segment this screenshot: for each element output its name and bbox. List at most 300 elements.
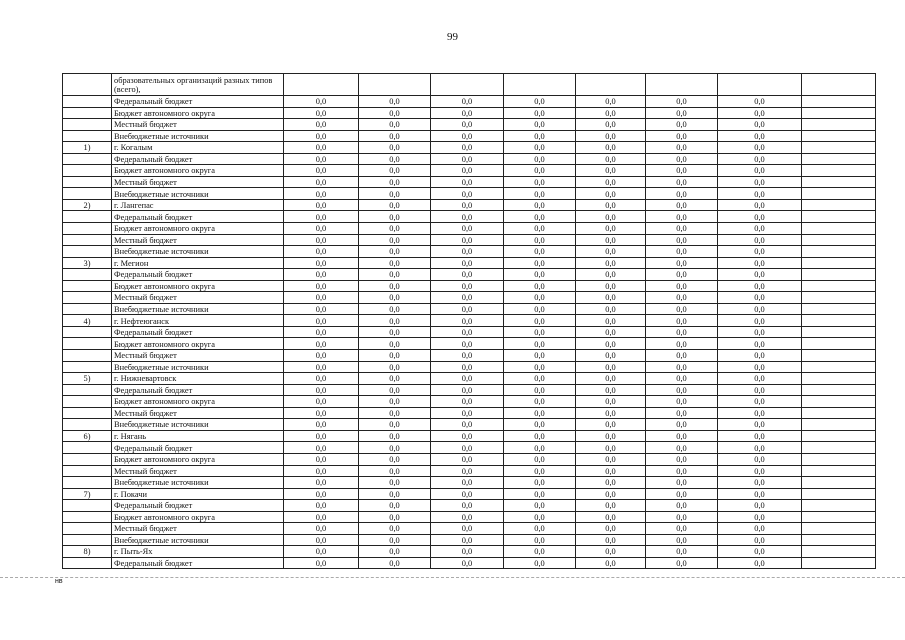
value-cell: 0,0 (359, 361, 431, 373)
value-cell: 0,0 (284, 246, 359, 258)
row-label-cell: Местный бюджет (112, 119, 284, 131)
value-cell: 0,0 (504, 142, 576, 154)
value-cell: 0,0 (284, 546, 359, 558)
value-cell (504, 74, 576, 96)
value-cell: 0,0 (504, 511, 576, 523)
empty-cell (802, 557, 876, 569)
value-cell: 0,0 (431, 338, 504, 350)
value-cell: 0,0 (284, 430, 359, 442)
value-cell: 0,0 (284, 303, 359, 315)
row-label-cell: Бюджет автономного округа (112, 338, 284, 350)
value-cell: 0,0 (646, 292, 718, 304)
value-cell: 0,0 (504, 546, 576, 558)
row-label-cell: Местный бюджет (112, 176, 284, 188)
value-cell: 0,0 (576, 384, 646, 396)
value-cell: 0,0 (504, 303, 576, 315)
row-number-cell (63, 442, 112, 454)
value-cell: 0,0 (359, 500, 431, 512)
value-cell: 0,0 (718, 280, 802, 292)
empty-cell (802, 546, 876, 558)
table-row (63, 292, 876, 304)
value-cell: 0,0 (359, 280, 431, 292)
empty-cell (802, 488, 876, 500)
value-cell: 0,0 (646, 223, 718, 235)
row-label-cell: Федеральный бюджет (112, 557, 284, 569)
value-cell: 0,0 (576, 96, 646, 108)
value-cell: 0,0 (431, 326, 504, 338)
table-row (63, 257, 876, 269)
empty-cell (802, 188, 876, 200)
value-cell: 0,0 (576, 350, 646, 362)
value-cell: 0,0 (431, 257, 504, 269)
empty-cell (802, 326, 876, 338)
empty-cell (802, 211, 876, 223)
value-cell: 0,0 (576, 223, 646, 235)
row-label-cell: г. Нижневартовск (112, 373, 284, 385)
empty-cell (802, 153, 876, 165)
value-cell: 0,0 (718, 96, 802, 108)
row-number-cell (63, 396, 112, 408)
table-row (63, 361, 876, 373)
row-number-cell (63, 384, 112, 396)
value-cell: 0,0 (576, 303, 646, 315)
value-cell: 0,0 (576, 176, 646, 188)
empty-cell (802, 130, 876, 142)
row-number-cell (63, 234, 112, 246)
value-cell: 0,0 (431, 534, 504, 546)
budget-table (62, 73, 876, 569)
value-cell: 0,0 (718, 557, 802, 569)
value-cell: 0,0 (359, 373, 431, 385)
value-cell: 0,0 (646, 246, 718, 258)
value-cell: 0,0 (359, 546, 431, 558)
value-cell: 0,0 (504, 188, 576, 200)
table-row (63, 338, 876, 350)
empty-cell (802, 119, 876, 131)
value-cell: 0,0 (718, 142, 802, 154)
value-cell: 0,0 (359, 223, 431, 235)
value-cell: 0,0 (718, 130, 802, 142)
empty-cell (802, 523, 876, 535)
row-number-cell (63, 269, 112, 281)
table-row (63, 269, 876, 281)
value-cell: 0,0 (718, 326, 802, 338)
value-cell: 0,0 (284, 223, 359, 235)
value-cell: 0,0 (576, 430, 646, 442)
value-cell: 0,0 (359, 211, 431, 223)
row-label-cell: г. Лангепас (112, 199, 284, 211)
value-cell: 0,0 (359, 442, 431, 454)
row-number-cell: 6) (63, 430, 112, 442)
value-cell: 0,0 (284, 442, 359, 454)
row-number-cell (63, 280, 112, 292)
value-cell: 0,0 (431, 361, 504, 373)
value-cell: 0,0 (646, 557, 718, 569)
empty-cell (802, 465, 876, 477)
value-cell: 0,0 (284, 477, 359, 489)
row-label-cell: Внебюджетные источники (112, 246, 284, 258)
value-cell: 0,0 (504, 130, 576, 142)
table-row (63, 326, 876, 338)
value-cell: 0,0 (576, 142, 646, 154)
value-cell: 0,0 (576, 534, 646, 546)
value-cell: 0,0 (359, 511, 431, 523)
value-cell: 0,0 (504, 211, 576, 223)
value-cell: 0,0 (284, 280, 359, 292)
value-cell: 0,0 (646, 488, 718, 500)
value-cell: 0,0 (431, 407, 504, 419)
value-cell: 0,0 (431, 396, 504, 408)
value-cell: 0,0 (646, 130, 718, 142)
value-cell: 0,0 (504, 373, 576, 385)
row-label-cell: г. Нефтеюганск (112, 315, 284, 327)
value-cell: 0,0 (718, 107, 802, 119)
empty-cell (802, 373, 876, 385)
value-cell: 0,0 (284, 269, 359, 281)
empty-cell (802, 511, 876, 523)
value-cell: 0,0 (718, 511, 802, 523)
row-number-cell (63, 176, 112, 188)
row-number-cell: 3) (63, 257, 112, 269)
page-number: 99 (447, 31, 458, 43)
value-cell: 0,0 (431, 453, 504, 465)
footer-rule (0, 577, 905, 578)
table-row (63, 199, 876, 211)
value-cell: 0,0 (359, 338, 431, 350)
value-cell: 0,0 (718, 303, 802, 315)
table-row (63, 500, 876, 512)
row-number-cell (63, 477, 112, 489)
table-row (63, 223, 876, 235)
value-cell: 0,0 (646, 234, 718, 246)
value-cell: 0,0 (359, 350, 431, 362)
value-cell: 0,0 (359, 96, 431, 108)
value-cell: 0,0 (646, 523, 718, 535)
value-cell: 0,0 (359, 315, 431, 327)
value-cell: 0,0 (646, 211, 718, 223)
row-number-cell (63, 523, 112, 535)
table-row (63, 74, 876, 96)
value-cell: 0,0 (718, 373, 802, 385)
footer-mark: нв (55, 578, 63, 585)
value-cell: 0,0 (504, 246, 576, 258)
row-label-cell: Бюджет автономного округа (112, 107, 284, 119)
value-cell: 0,0 (359, 407, 431, 419)
value-cell: 0,0 (431, 246, 504, 258)
value-cell: 0,0 (359, 234, 431, 246)
value-cell: 0,0 (284, 165, 359, 177)
empty-cell (802, 384, 876, 396)
row-label-cell: Федеральный бюджет (112, 269, 284, 281)
value-cell: 0,0 (576, 153, 646, 165)
table-row (63, 165, 876, 177)
value-cell: 0,0 (646, 477, 718, 489)
value-cell: 0,0 (718, 361, 802, 373)
value-cell: 0,0 (576, 419, 646, 431)
value-cell: 0,0 (718, 257, 802, 269)
value-cell: 0,0 (504, 361, 576, 373)
value-cell: 0,0 (576, 188, 646, 200)
value-cell (284, 74, 359, 96)
table-row (63, 442, 876, 454)
value-cell: 0,0 (718, 165, 802, 177)
value-cell: 0,0 (284, 130, 359, 142)
table-row (63, 557, 876, 569)
table-row (63, 477, 876, 489)
value-cell: 0,0 (718, 384, 802, 396)
value-cell: 0,0 (576, 257, 646, 269)
value-cell: 0,0 (431, 292, 504, 304)
value-cell: 0,0 (431, 130, 504, 142)
table-row (63, 534, 876, 546)
value-cell: 0,0 (504, 523, 576, 535)
value-cell: 0,0 (646, 361, 718, 373)
value-cell: 0,0 (576, 453, 646, 465)
table-row (63, 303, 876, 315)
value-cell: 0,0 (576, 199, 646, 211)
value-cell: 0,0 (504, 338, 576, 350)
value-cell: 0,0 (646, 280, 718, 292)
row-label-cell: Федеральный бюджет (112, 326, 284, 338)
value-cell: 0,0 (359, 488, 431, 500)
table-row (63, 153, 876, 165)
value-cell: 0,0 (504, 453, 576, 465)
row-number-cell: 1) (63, 142, 112, 154)
value-cell: 0,0 (718, 188, 802, 200)
value-cell: 0,0 (431, 523, 504, 535)
value-cell: 0,0 (646, 546, 718, 558)
value-cell: 0,0 (359, 465, 431, 477)
row-label-cell: Внебюджетные источники (112, 303, 284, 315)
row-label-cell: Бюджет автономного округа (112, 511, 284, 523)
value-cell: 0,0 (359, 430, 431, 442)
value-cell: 0,0 (576, 130, 646, 142)
table-row (63, 246, 876, 258)
value-cell: 0,0 (646, 257, 718, 269)
row-number-cell (63, 107, 112, 119)
value-cell: 0,0 (576, 315, 646, 327)
row-number-cell (63, 165, 112, 177)
row-label-cell: Местный бюджет (112, 523, 284, 535)
row-label-cell: Внебюджетные источники (112, 419, 284, 431)
value-cell: 0,0 (284, 315, 359, 327)
row-label-cell: Бюджет автономного округа (112, 280, 284, 292)
table-row (63, 176, 876, 188)
value-cell: 0,0 (718, 419, 802, 431)
row-label-cell: Федеральный бюджет (112, 96, 284, 108)
empty-cell (802, 407, 876, 419)
value-cell: 0,0 (646, 373, 718, 385)
value-cell: 0,0 (504, 315, 576, 327)
value-cell: 0,0 (284, 407, 359, 419)
row-number-cell: 5) (63, 373, 112, 385)
value-cell: 0,0 (284, 511, 359, 523)
value-cell: 0,0 (504, 280, 576, 292)
value-cell: 0,0 (284, 488, 359, 500)
row-number-cell (63, 188, 112, 200)
value-cell (359, 74, 431, 96)
value-cell: 0,0 (576, 407, 646, 419)
value-cell: 0,0 (504, 465, 576, 477)
empty-cell (802, 396, 876, 408)
value-cell: 0,0 (576, 292, 646, 304)
value-cell: 0,0 (646, 396, 718, 408)
row-label-cell: Внебюджетные источники (112, 130, 284, 142)
row-label-cell: Бюджет автономного округа (112, 396, 284, 408)
value-cell: 0,0 (284, 292, 359, 304)
value-cell: 0,0 (359, 246, 431, 258)
table-body (63, 74, 876, 569)
value-cell: 0,0 (646, 188, 718, 200)
table-row (63, 211, 876, 223)
value-cell: 0,0 (576, 280, 646, 292)
value-cell: 0,0 (284, 338, 359, 350)
value-cell: 0,0 (646, 407, 718, 419)
value-cell: 0,0 (431, 176, 504, 188)
value-cell: 0,0 (431, 165, 504, 177)
value-cell: 0,0 (576, 373, 646, 385)
value-cell: 0,0 (504, 269, 576, 281)
empty-cell (802, 534, 876, 546)
value-cell: 0,0 (718, 534, 802, 546)
table-row (63, 407, 876, 419)
value-cell: 0,0 (431, 142, 504, 154)
value-cell: 0,0 (646, 430, 718, 442)
empty-cell (802, 223, 876, 235)
row-number-cell (63, 74, 112, 96)
value-cell: 0,0 (646, 315, 718, 327)
value-cell: 0,0 (646, 303, 718, 315)
row-label-cell: Местный бюджет (112, 350, 284, 362)
row-label-cell: г. Когалым (112, 142, 284, 154)
table-row (63, 430, 876, 442)
value-cell: 0,0 (284, 419, 359, 431)
value-cell: 0,0 (431, 119, 504, 131)
value-cell: 0,0 (359, 269, 431, 281)
value-cell: 0,0 (504, 488, 576, 500)
value-cell: 0,0 (359, 384, 431, 396)
value-cell: 0,0 (359, 153, 431, 165)
value-cell (576, 74, 646, 96)
value-cell: 0,0 (431, 373, 504, 385)
value-cell: 0,0 (718, 338, 802, 350)
row-number-cell (63, 407, 112, 419)
table-row (63, 350, 876, 362)
table-row (63, 465, 876, 477)
row-label-cell: образовательных организаций разных типов (всего), (112, 74, 284, 96)
value-cell: 0,0 (646, 350, 718, 362)
value-cell: 0,0 (576, 557, 646, 569)
value-cell: 0,0 (718, 465, 802, 477)
value-cell: 0,0 (646, 119, 718, 131)
row-number-cell: 2) (63, 199, 112, 211)
empty-cell (802, 257, 876, 269)
value-cell: 0,0 (646, 419, 718, 431)
value-cell: 0,0 (359, 557, 431, 569)
value-cell: 0,0 (718, 315, 802, 327)
row-label-cell: Федеральный бюджет (112, 442, 284, 454)
empty-cell (802, 303, 876, 315)
value-cell: 0,0 (284, 523, 359, 535)
empty-cell (802, 361, 876, 373)
empty-cell (802, 500, 876, 512)
value-cell: 0,0 (576, 211, 646, 223)
value-cell: 0,0 (504, 419, 576, 431)
value-cell: 0,0 (576, 269, 646, 281)
row-label-cell: г. Мегион (112, 257, 284, 269)
value-cell: 0,0 (718, 199, 802, 211)
value-cell: 0,0 (504, 557, 576, 569)
value-cell: 0,0 (646, 534, 718, 546)
value-cell: 0,0 (576, 500, 646, 512)
value-cell: 0,0 (431, 153, 504, 165)
value-cell: 0,0 (504, 442, 576, 454)
value-cell: 0,0 (504, 107, 576, 119)
value-cell: 0,0 (284, 557, 359, 569)
row-number-cell (63, 557, 112, 569)
value-cell: 0,0 (718, 234, 802, 246)
empty-cell (802, 477, 876, 489)
row-label-cell: Бюджет автономного округа (112, 223, 284, 235)
value-cell: 0,0 (504, 96, 576, 108)
table-row (63, 488, 876, 500)
value-cell: 0,0 (359, 534, 431, 546)
value-cell: 0,0 (576, 234, 646, 246)
value-cell: 0,0 (284, 384, 359, 396)
value-cell: 0,0 (359, 326, 431, 338)
table-row (63, 234, 876, 246)
value-cell: 0,0 (718, 396, 802, 408)
value-cell (802, 74, 876, 96)
value-cell: 0,0 (284, 257, 359, 269)
row-number-cell (63, 326, 112, 338)
value-cell: 0,0 (646, 153, 718, 165)
empty-cell (802, 442, 876, 454)
value-cell: 0,0 (431, 546, 504, 558)
value-cell: 0,0 (646, 107, 718, 119)
empty-cell (802, 96, 876, 108)
empty-cell (802, 199, 876, 211)
value-cell: 0,0 (284, 465, 359, 477)
row-label-cell: Внебюджетные источники (112, 188, 284, 200)
row-number-cell (63, 211, 112, 223)
table-row (63, 280, 876, 292)
value-cell: 0,0 (646, 165, 718, 177)
row-label-cell: Местный бюджет (112, 292, 284, 304)
value-cell: 0,0 (646, 142, 718, 154)
value-cell: 0,0 (284, 500, 359, 512)
value-cell: 0,0 (504, 407, 576, 419)
value-cell: 0,0 (431, 419, 504, 431)
table-row (63, 119, 876, 131)
table-row (63, 188, 876, 200)
value-cell: 0,0 (431, 315, 504, 327)
value-cell: 0,0 (504, 396, 576, 408)
value-cell: 0,0 (431, 96, 504, 108)
value-cell: 0,0 (504, 119, 576, 131)
row-label-cell: Местный бюджет (112, 407, 284, 419)
value-cell: 0,0 (431, 430, 504, 442)
row-number-cell (63, 465, 112, 477)
row-label-cell: Местный бюджет (112, 465, 284, 477)
value-cell: 0,0 (284, 96, 359, 108)
empty-cell (802, 350, 876, 362)
value-cell: 0,0 (504, 534, 576, 546)
table-row (63, 107, 876, 119)
value-cell: 0,0 (646, 199, 718, 211)
value-cell: 0,0 (284, 534, 359, 546)
row-number-cell (63, 500, 112, 512)
